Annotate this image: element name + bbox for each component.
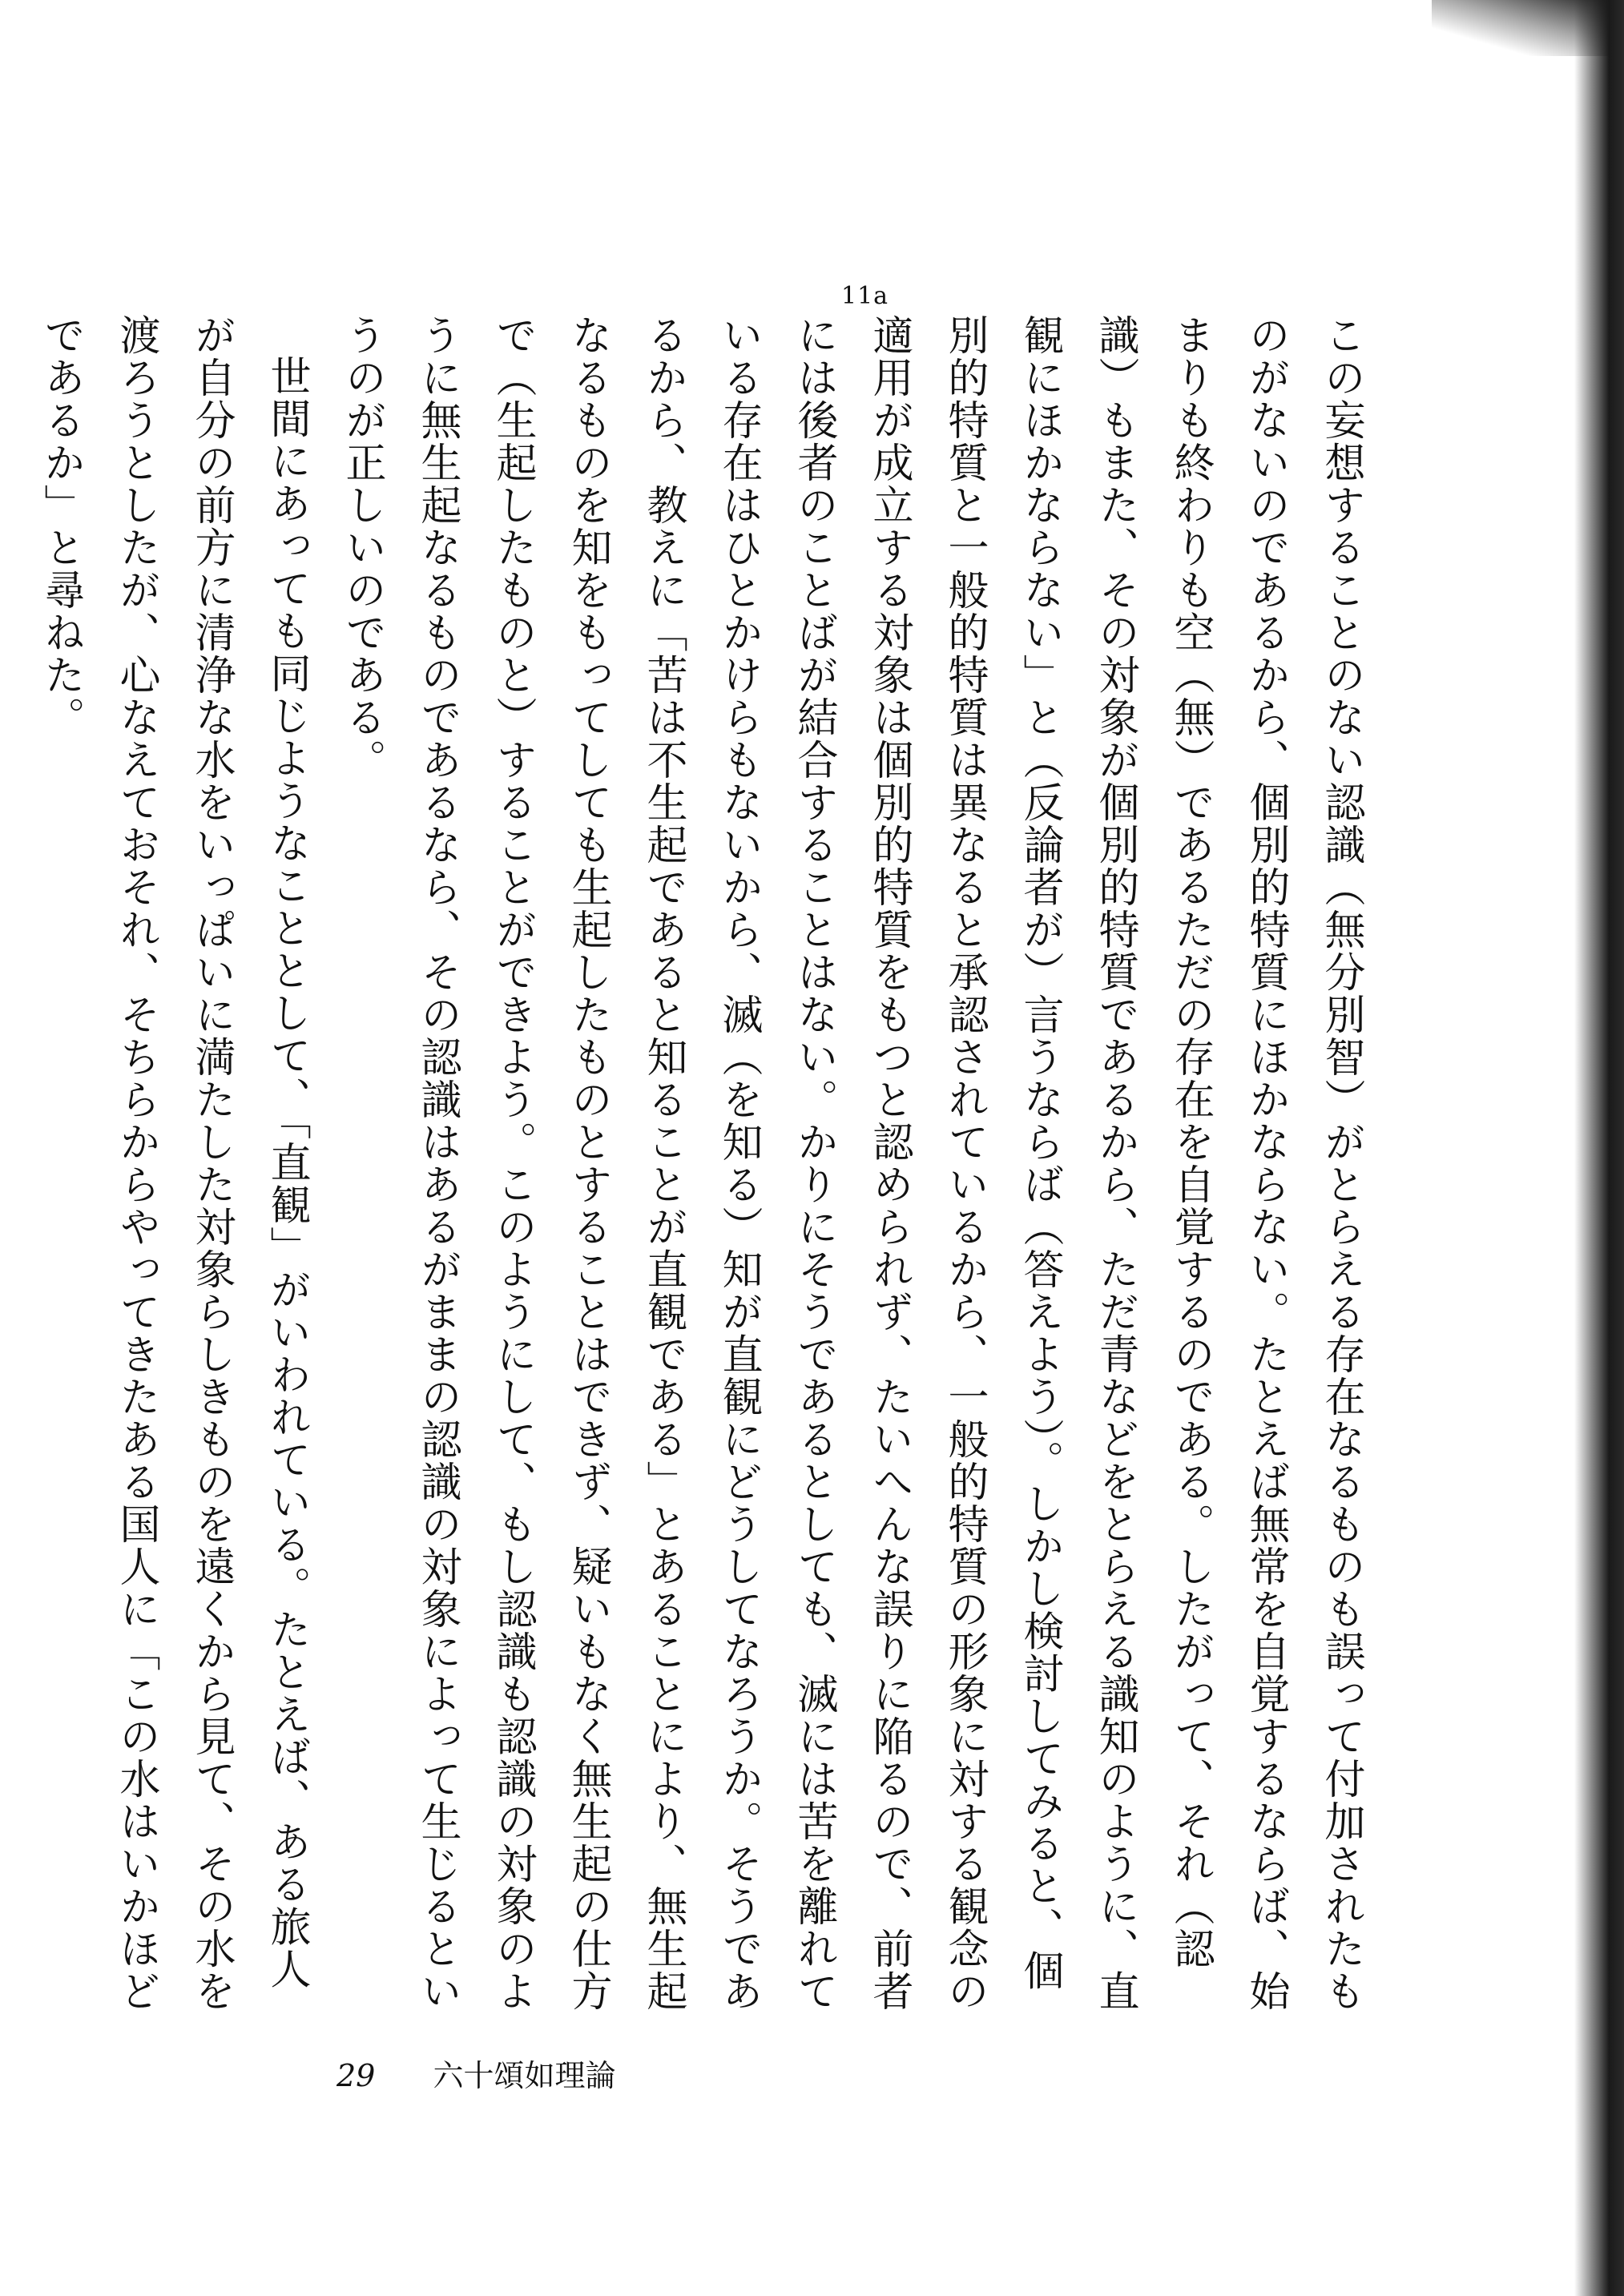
vertical-text-block [37,314,1378,2020]
paragraph-1: この妄想することのない認識（無分別智）がとらえる存在なるものも誤って付加されたものがないのであるから、個別的特質にほかならない。たとえば無常を自覚するならば、始まりも終わりも空（無）であるただの存在を自覚するのである。したがって、それ（認識）もまた、その対象が個別的特質であるから、ただ青などをとらえる識知のように、直観にほかならない」と（反論者が）言うならば（答えよう）。しかし検討してみると、個別的特質と一般的特質は異なると承認されているから、一般的特質の形象に対する観念の適用が成立する対象は個別的特質をもつと認められず、たいへんな誤りに陥るので、前者には後者のことばが結合することはない。かりにそうであるとしても、滅には苦を離れている存在はひとかけらもないから、滅（を知る）知が直観にどうしてなろうか。そうであるから、教えに「苦は不生起であると知ることが直観である」とあることにより、無生起なるものを知をもってしても生起したものとすることはできず、疑いもなく無生起の仕方で（生起したものと）することができよう。このようにして、もし認識も認識の対象のように無生起なるものであるなら、その認識はあるがままの認識の対象によって生じるというのが正しいのである。 [338,314,1364,2012]
page-label: 11a [841,282,889,310]
page-footer [336,2051,615,2095]
running-title: 六十頌如理論 [433,2058,616,2093]
paragraph-2: 世間にあっても同じようなこととして、「直観」がいわれている。たとえば、ある旅人が自分の前方に清浄な水をいっぱいに満たした対象らしきものを遠くから見て、その水を渡ろうとしたが、心なえておそれ、そちらからやってきたある国人に「この水はいかほどであるか」と尋ねた。 [37,314,310,2012]
page-number: 29 [336,2058,376,2093]
scan-edge-shadow [1574,0,1624,2296]
